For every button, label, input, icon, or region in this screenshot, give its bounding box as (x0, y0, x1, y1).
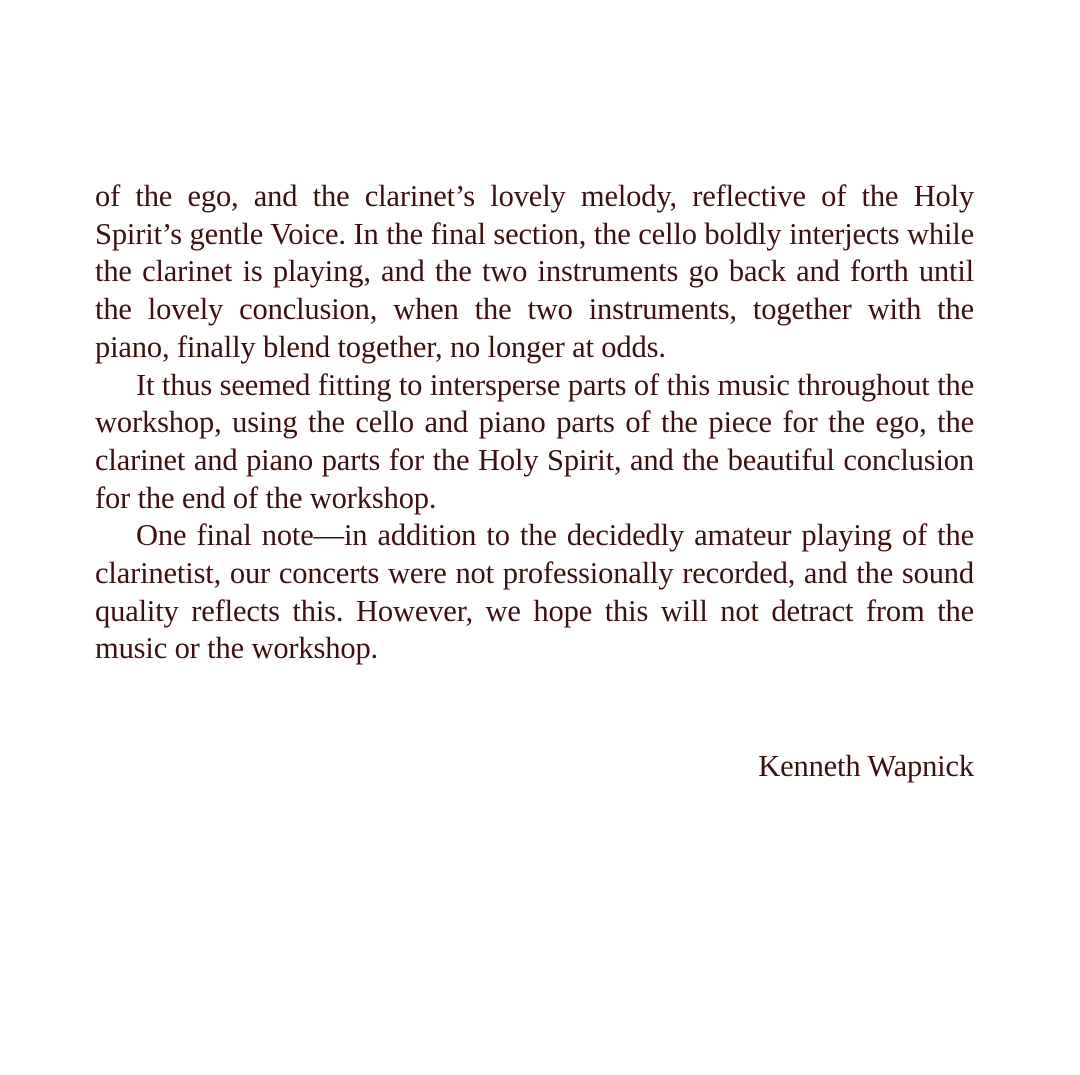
paragraph-final-note: One final note—in addition to the decidedly amateur playing of the clarinetist, our concerts were not professionally recorded, and the sound quality reflects this. However, we hope this will not detract from the music or the workshop. (95, 518, 974, 666)
paragraph-continuation: of the ego, and the clarinet’s lovely melody, reflective of the Holy Spirit’s gentle Voice. In the final section, the cello boldly interjects while the clarinet is playing, and the two instruments go back and forth until the lovely conclusion, when the two instruments, together with the piano, finally blend together, no longer at odds. (95, 179, 974, 364)
author-signature: Kenneth Wapnick (758, 749, 974, 783)
document-body (95, 178, 974, 668)
paragraph-music-interspersed: It thus seemed fitting to intersperse parts of this music throughout the workshop, using the cello and piano parts of the piece for the ego, the clarinet and piano parts for the Holy Spirit, and the beautiful conclusion for the end of the workshop. (95, 367, 974, 515)
